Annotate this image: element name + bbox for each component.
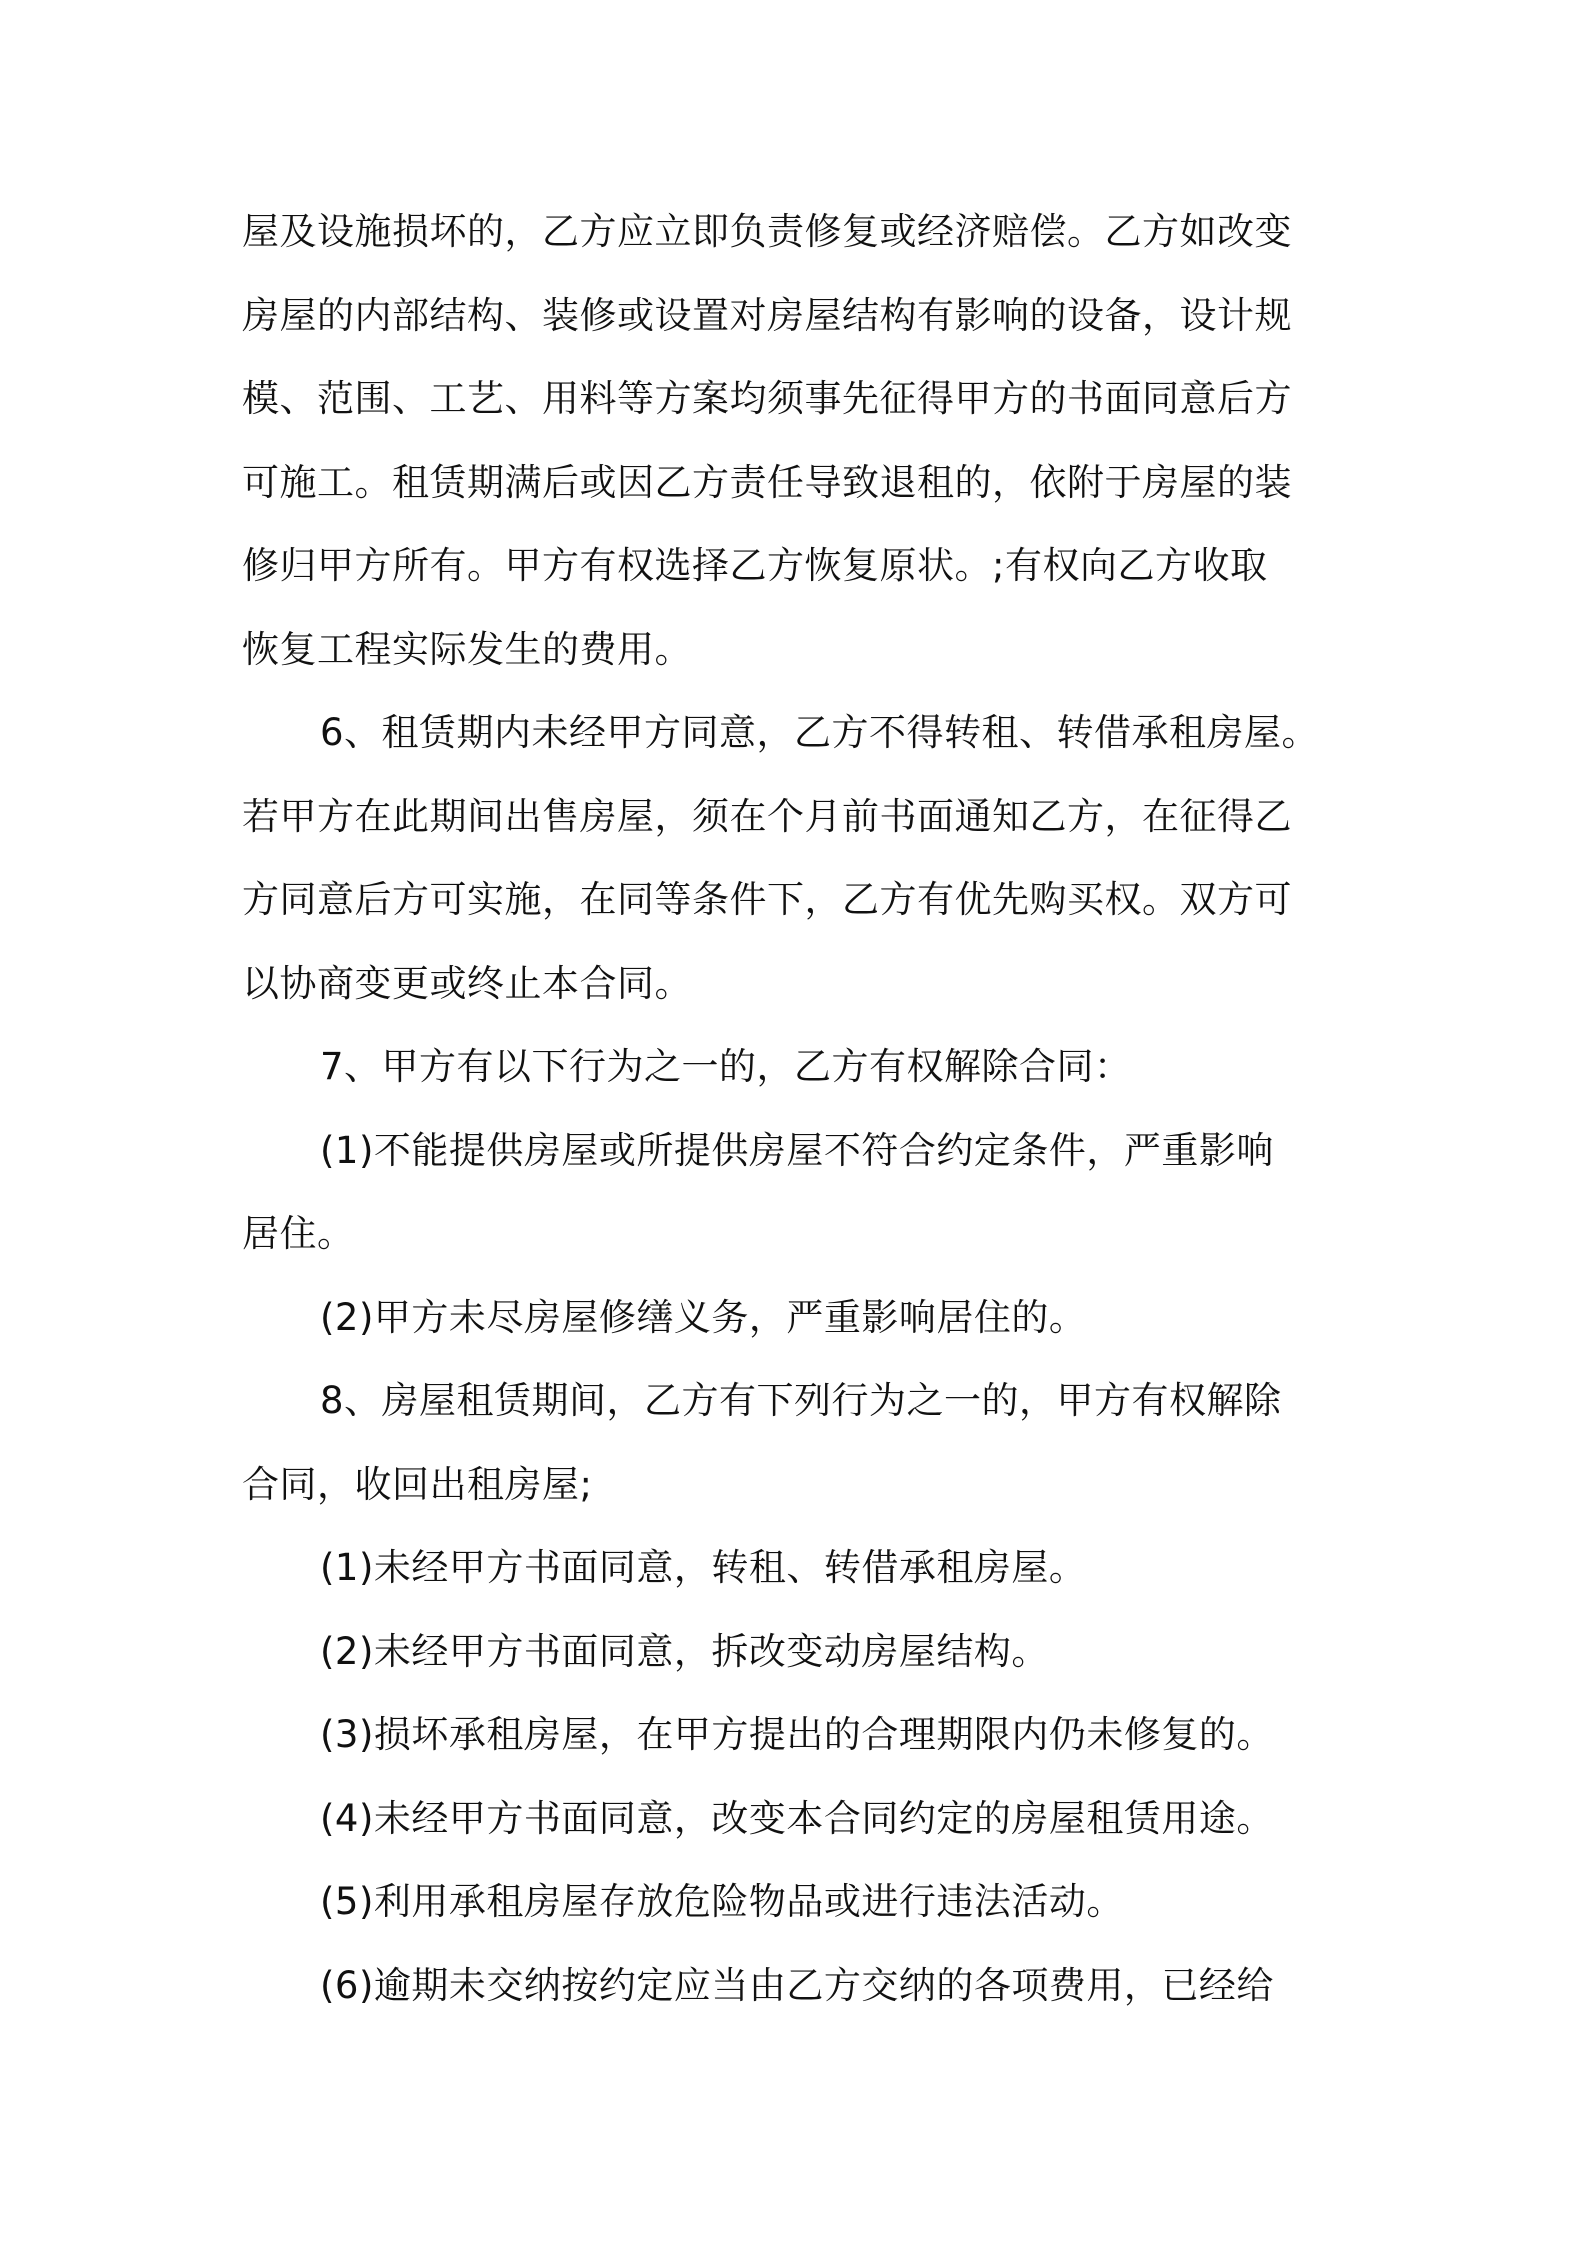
- text-line: (6)逾期未交纳按约定应当由乙方交纳的各项费用，已经给: [320, 1964, 1274, 2007]
- text-line: 6、租赁期内未经甲方同意，乙方不得转租、转借承租房屋。: [320, 711, 1320, 754]
- text-line: 7、甲方有以下行为之一的，乙方有权解除合同：: [320, 1045, 1132, 1088]
- text-line: 居住。: [242, 1212, 355, 1255]
- text-line: 以协商变更或终止本合同。: [242, 962, 692, 1005]
- text-line: 可施工。租赁期满后或因乙方责任导致退租的，依附于房屋的装: [242, 461, 1292, 504]
- text-line: 方同意后方可实施，在同等条件下，乙方有优先购买权。双方可: [242, 878, 1292, 921]
- text-line: 恢复工程实际发生的费用。: [242, 628, 692, 671]
- text-line: 房屋的内部结构、装修或设置对房屋结构有影响的设备，设计规: [242, 294, 1292, 337]
- text-line: (1)不能提供房屋或所提供房屋不符合约定条件，严重影响: [320, 1129, 1274, 1172]
- text-line: 模、范围、工艺、用料等方案均须事先征得甲方的书面同意后方: [242, 377, 1292, 420]
- text-line: 若甲方在此期间出售房屋，须在个月前书面通知乙方，在征得乙: [242, 795, 1292, 838]
- text-line: (4)未经甲方书面同意，改变本合同约定的房屋租赁用途。: [320, 1797, 1274, 1840]
- text-line: (1)未经甲方书面同意，转租、转借承租房屋。: [320, 1546, 1087, 1589]
- text-line: (3)损坏承租房屋，在甲方提出的合理期限内仍未修复的。: [320, 1713, 1274, 1756]
- text-line: 8、房屋租赁期间，乙方有下列行为之一的，甲方有权解除: [320, 1379, 1282, 1422]
- text-line: (5)利用承租房屋存放危险物品或进行违法活动。: [320, 1880, 1124, 1923]
- text-line: (2)未经甲方书面同意，拆改变动房屋结构。: [320, 1630, 1049, 1673]
- text-line: 修归甲方所有。甲方有权选择乙方恢复原状。;有权向乙方收取: [242, 544, 1268, 587]
- text-line: (2)甲方未尽房屋修缮义务，严重影响居住的。: [320, 1296, 1087, 1339]
- text-line: 屋及设施损坏的，乙方应立即负责修复或经济赔偿。乙方如改变: [242, 210, 1292, 253]
- text-line: 合同，收回出租房屋;: [242, 1463, 593, 1506]
